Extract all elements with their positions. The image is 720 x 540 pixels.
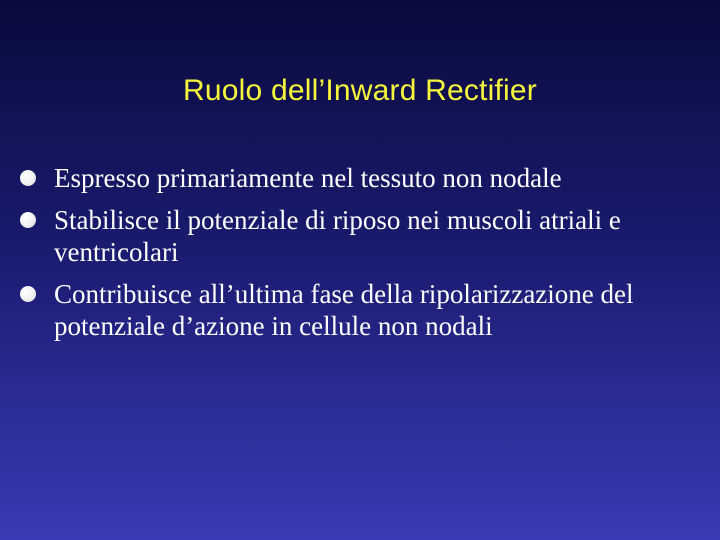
bullet-dot-icon bbox=[20, 212, 36, 228]
bullet-item bbox=[20, 204, 710, 268]
bullet-dot-icon bbox=[20, 286, 36, 302]
bullet-text: Stabilisce il potenziale di riposo nei muscoli atriali e ventricolari bbox=[54, 205, 621, 267]
bullet-text: Contribuisce all’ultima fase della ripolarizzazione del potenziale d’azione in cellule non nodali bbox=[54, 279, 634, 341]
bullet-list bbox=[20, 162, 710, 352]
bullet-dot-icon bbox=[20, 170, 36, 186]
bullet-text: Espresso primariamente nel tessuto non nodale bbox=[54, 163, 562, 193]
bullet-item bbox=[20, 162, 710, 194]
bullet-item bbox=[20, 278, 710, 342]
slide-title: Ruolo dell’Inward Rectifier bbox=[183, 74, 537, 107]
